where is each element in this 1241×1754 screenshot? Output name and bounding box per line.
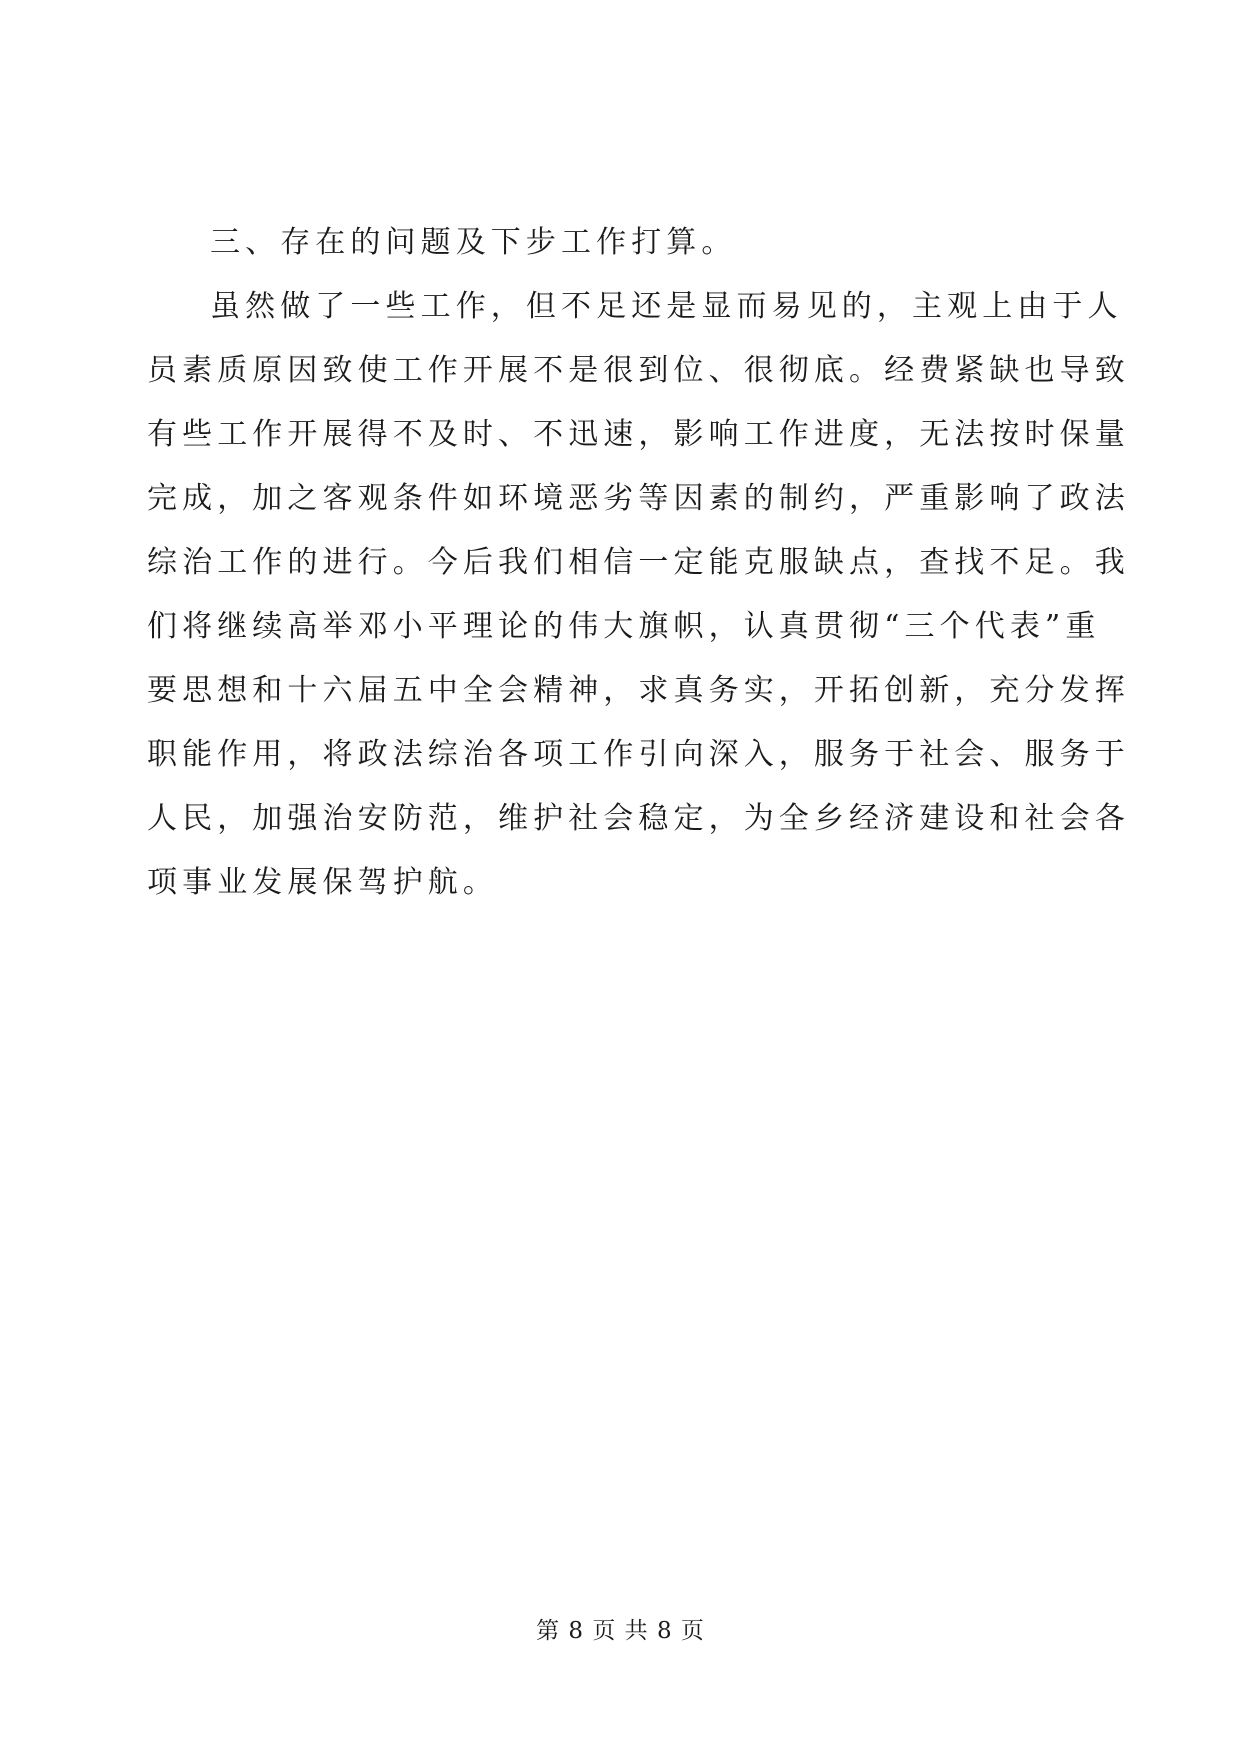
paragraph-line: 要思想和十六届五中全会精神，求真务实，开拓创新，充分发挥 bbox=[147, 673, 1130, 708]
paragraph-line: 员素质原因致使工作开展不是很到位、很彻底。经费紧缺也导致 bbox=[147, 353, 1130, 388]
paragraph-line: 完成，加之客观条件如环境恶劣等因素的制约，严重影响了政法 bbox=[147, 481, 1130, 516]
paragraph-line: 综治工作的进行。今后我们相信一定能克服缺点，查找不足。我 bbox=[147, 545, 1130, 580]
section-heading: 三、存在的问题及下步工作打算。 bbox=[210, 225, 737, 260]
paragraph-line: 们将继续高举邓小平理论的伟大旗帜，认真贯彻“三个代表”重 bbox=[147, 609, 1101, 644]
paragraph-line: 有些工作开展得不及时、不迅速，影响工作进度，无法按时保量 bbox=[147, 417, 1130, 452]
paragraph-line: 项事业发展保驾护航。 bbox=[147, 865, 498, 900]
paragraph-line: 职能作用，将政法综治各项工作引向深入，服务于社会、服务于 bbox=[147, 737, 1130, 772]
paragraph-line: 人民，加强治安防范，维护社会稳定，为全乡经济建设和社会各 bbox=[147, 801, 1130, 836]
page-number-footer: 第 8 页 共 8 页 bbox=[536, 1618, 705, 1644]
paragraph-line: 虽然做了一些工作，但不足还是显而易见的，主观上由于人 bbox=[210, 289, 1123, 324]
body-text bbox=[147, 211, 1130, 915]
